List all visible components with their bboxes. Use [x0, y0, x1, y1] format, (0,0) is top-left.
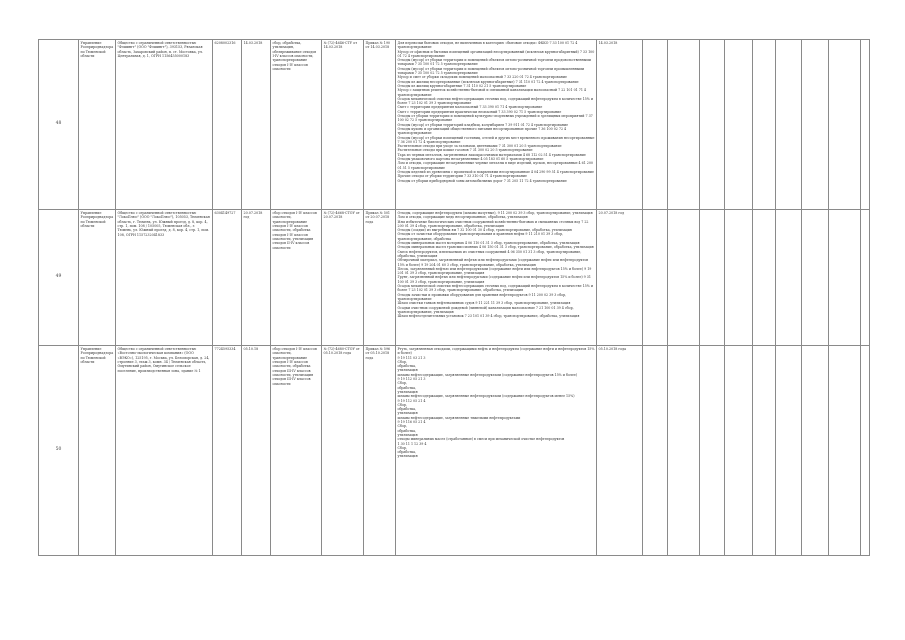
empty-cell — [802, 210, 829, 346]
empty-cell — [725, 346, 753, 556]
registration-date-cell: 14.03.2018 — [242, 40, 271, 210]
authority-cell: Управление Росприроднадзора по Тюменской области — [79, 210, 116, 346]
empty-cell — [776, 346, 802, 556]
organization-cell: Общество с ограниченной ответственностью "Фэшингт" (ООО "Фэшингт"), 393153, Рязанская область, Захаровский район, п. ст. Мостовка, ул. Центральная, д. 1, ОГРН 1156455000183 — [116, 40, 213, 210]
empty-cell — [668, 40, 700, 210]
empty-cell — [668, 210, 700, 346]
order-cell: Приказ № 596 от 05.10.2018 года — [364, 346, 396, 556]
issue-date-cell: 20.07.2018 год — [597, 210, 643, 346]
empty-cell — [776, 40, 802, 210]
empty-cell — [753, 210, 776, 346]
license-number-cell: № (72)-4668-СТОУ от 20.07.2018 — [322, 210, 364, 346]
empty-cell — [668, 346, 700, 556]
registration-date-cell: 20.07.2018 год — [242, 210, 271, 346]
empty-cell — [861, 346, 870, 556]
license-number-cell: № (72)-4680-СТОУ от 05.10.2018 года — [322, 346, 364, 556]
license-basis-cell: сбор отходов I-IV классов опасности, транспортирование отходов I-IV классов опасности, обработка отходов I-IV классов опасности, утилизация отходов II-IV классов опасности — [271, 210, 322, 346]
empty-cell — [700, 346, 725, 556]
license-basis-cell: сбор отходов I-IV классов опасности, транспортирование отходов I-IV классов опасности, обработка отходов III-IV классов опасности, утилизация отходов III-IV классов опасности — [271, 346, 322, 556]
empty-cell — [700, 210, 725, 346]
table-row — [39, 346, 870, 556]
empty-cell — [725, 210, 753, 346]
row-number: 50 — [39, 346, 79, 556]
empty-cell — [829, 346, 861, 556]
empty-cell — [643, 346, 668, 556]
empty-cell — [829, 210, 861, 346]
inn-cell: 6304149727 — [213, 210, 242, 346]
empty-cell — [861, 210, 870, 346]
empty-cell — [700, 40, 725, 210]
waste-activities-cell: Отходы, содержащие нефтепродукты (шламы мазутные), 9 11 200 02 39 3 сбор, транспортирование, утилизация Лом и отходы, содержащие медь несортированные, обработка, утилизация Илы избыточные биологических очистных сооружений хозяйственно-бытовых и смешанных сточных вод 7 22 200 01 39 4 сбор, транспортирование, обработка, утилизация Отходы (осадки) из выгребных ям 7 32 100 01 30 4 сбор, транспортирование, обработка, утилизация Отходы от зачистки оборудования транспортирования и хранения нефти 9 11 210 01 39 3 сбор, транспортирование, обработка Отходы минеральных масел моторных 4 06 110 01 31 3 сбор, транспортирование, обработка, утилизация Отходы минеральных масел трансмиссионных 4 06 150 01 31 3 сбор, транспортирование, обработка, утилизация Смесь нефтепродуктов, извлекаемых из очистных сооружений 4 06 350 01 31 3 сбор, транспортирование, обработка, утилизация Обтирочный материал, загрязненный нефтью или нефтепродуктами (содержание нефти или нефтепродуктов 15% и более) 9 19 204 01 60 3 сбор, транспортирование, обработка, утилизация Песок, загрязненный нефтью или нефтепродуктами (содержание нефти или нефтепродуктов 15% и более) 9 19 201 01 39 3 сбор, транспортирование, утилизация Грунт, загрязненный нефтью или нефтепродуктами (содержание нефти или нефтепродуктов 15% и более) 9 31 100 01 39 3 сбор, транспортирование, утилизация Осадок механической очистки нефтесодержащих сточных вод, содержащий нефтепродукты в количестве 15% и более 7 23 102 01 39 3 сбор, транспортирование, обработка, утилизация Отходы зачистки и промывки оборудования для хранения нефтепродуктов 9 11 200 02 39 3 сбор, транспортирование Шлам очистки танков нефтеналивных судов 9 11 221 11 39 3 сбор, транспортирование, утилизация Осадки очистных сооружений дождевой (ливневой) канализации малоопасные 7 21 100 01 39 4 сбор, транспортирование, утилизация Шлам нефтеотделительных установок 7 23 101 01 39 4 сбор, транспортирование, обработка, утилизация — [396, 210, 597, 346]
order-cell: Приказ № 190 от 14.03.2018 — [364, 40, 396, 210]
empty-cell — [802, 40, 829, 210]
empty-cell — [753, 346, 776, 556]
empty-cell — [725, 40, 753, 210]
license-registry-table — [38, 39, 870, 556]
authority-cell: Управление Росприроднадзора по Тюменской области — [79, 346, 116, 556]
empty-cell — [829, 40, 861, 210]
issue-date-cell: 14.03.2018 — [597, 40, 643, 210]
table-row — [39, 210, 870, 346]
registration-date-cell: 05.10.18 — [242, 346, 271, 556]
organization-cell: Общество с ограниченной ответственностью «Восточно-экологическая компания» (ООО «ВЭКО»), 125195, г. Москва, ул. Беломорская, д. 24, строение 3, этаж 3, комн. 34 / Тюменская область, Омутинский район, Омутинское сельское поселение, производственная зона, здание № 1 — [116, 346, 213, 556]
empty-cell — [802, 346, 829, 556]
empty-cell — [776, 210, 802, 346]
waste-activities-cell: Ртуть, загрязненная отходами, содержащими нефть и нефтепродукты (содержание нефти и нефтепродуктов 15% и более) 9 19 111 03 21 3 Сбор, обработка, утилизация шламы нефтесодержащие, загрязненные нефтепродуктами (содержание нефтепродуктов 15% и более) 9 19 112 05 21 3 Сбор, обработка, утилизация шламы нефтесодержащие, загрязненные нефтепродуктами (содержание нефтепродуктов менее 15%) 9 19 112 05 21 4 Сбор, обработка, утилизация шламы нефтесодержащие, загрязненные тяжелыми нефтепродуктами 9 19 116 05 21 4 Сбор, обработка, утилизация отходы минеральных масел (отработанные) в смеси при механической очистке нефтепродуктов 1 30 11 1 12 39 4 Сбор, обработка, утилизация — [396, 346, 597, 556]
row-number: 49 — [39, 210, 79, 346]
empty-cell — [861, 40, 870, 210]
organization-cell: Общество с ограниченной ответственностью "ЛокоПлюс" (ООО "ЛокоПлюс"), 105053, Тюменская область, г. Тюмень, ул. Южный проезд, д. 8, кор. 4, стр. 1, пом. 108 / 105005, Тюменская обл., г. Тюмень, ул. Южный проезд, д. 8, кор. 4, стр. 1, пом. 108, ОГРН 1157232041833 — [116, 210, 213, 346]
empty-cell — [753, 40, 776, 210]
license-number-cell: № (72)-4646-СТУ от 14.03.2018 — [322, 40, 364, 210]
inn-cell: 7724595334 — [213, 346, 242, 556]
table-row — [39, 40, 870, 210]
license-basis-cell: сбор, обработка, утилизация, обезвреживание отходов I-IV классов опасности, транспортирование отходов I-IV классов опасности — [271, 40, 322, 210]
inn-cell: 6208002316 — [213, 40, 242, 210]
issue-date-cell: 05.10.2018 года — [597, 346, 643, 556]
empty-cell — [643, 40, 668, 210]
empty-cell — [643, 210, 668, 346]
authority-cell: Управление Росприроднадзора по Тюменской области — [79, 40, 116, 210]
order-cell: Приказ № 501 от 20.07.2018 года — [364, 210, 396, 346]
waste-activities-cell: Для перевозки бытовых отходов, не включенных в категорию «бытовые отходы» ФККО 7 33 100 01 72 4 транспортирование Мусор от офисных и бытовых помещений организаций несортированный (исключая крупногабаритный) 7 33 100 01 72 4 транспортирование Отходы (мусор) от уборки территории и помещений объектов оптово-розничной торговли продовольственными товарами 7 35 100 01 72 5 транспортирование Отходы (мусор) от уборки территории и помещений объектов оптово-розничной торговли промышленными товарами 7 35 100 02 72 5 транспортирование Мусор и смет от уборки складских помещений малоопасный 7 33 220 01 72 4 транспортирование Отходы из жилищ несортированные (исключая крупногабаритные) 7 31 110 01 72 4 транспортирование Отходы из жилищ крупногабаритные 7 31 110 02 21 5 транспортирование Мусор с защитных решеток хозяйственно-бытовой и смешанной канализации малоопасный 7 22 101 01 71 4 транспортирование Осадок механической очистки нефтесодержащих сточных вод, содержащий нефтепродукты в количестве 15% и более 7 23 102 01 39 3 транспортирование Смет с территории предприятия малоопасный 7 33 390 01 71 4 транспортирование Смет с территории предприятия практически неопасный 7 33 390 02 71 5 транспортирование Отходы от уборки территории и помещений культурно-спортивных учреждений и зрелищных мероприятий 7 37 100 02 72 5 транспортирование Отходы (мусор) от уборки территорий кладбищ, колумбариев 7 39 911 01 72 4 транспортирование Отходы кухонь и организаций общественного питания несортированные прочие 7 36 100 02 72 4 транспортирование Отходы (мусор) от уборки помещений гостиниц, отелей и других мест временного проживания несортированные 7 36 200 01 72 4 транспортирование Растительные отходы при уходе за газонами, цветниками 7 31 300 01 20 5 транспортирование Растительные отходы при кошке газонов 7 31 300 02 20 5 транспортирование Тара из черных металлов, загрязненная лакокрасочными материалами 4 68 112 02 51 4 транспортирование Отходы упаковочного картона незагрязненные 4 05 183 01 60 5 транспортирование Лом и отходы, содержащие незагрязненные черные металлы в виде изделий, кусков, несортированные 4 61 200 01 51 5 транспортирование Отходы изделий из древесины с пропиткой и покрытиями несортированные 4 04 290 99 51 4 транспортирование Прочие отходы от уборки территории 7 33 310 01 71 4 транспортирование Отходы от уборки прибордюрной зоны автомобильных дорог 7 31 205 11 72 4 транспортирование — [396, 40, 597, 210]
row-number: 48 — [39, 40, 79, 210]
